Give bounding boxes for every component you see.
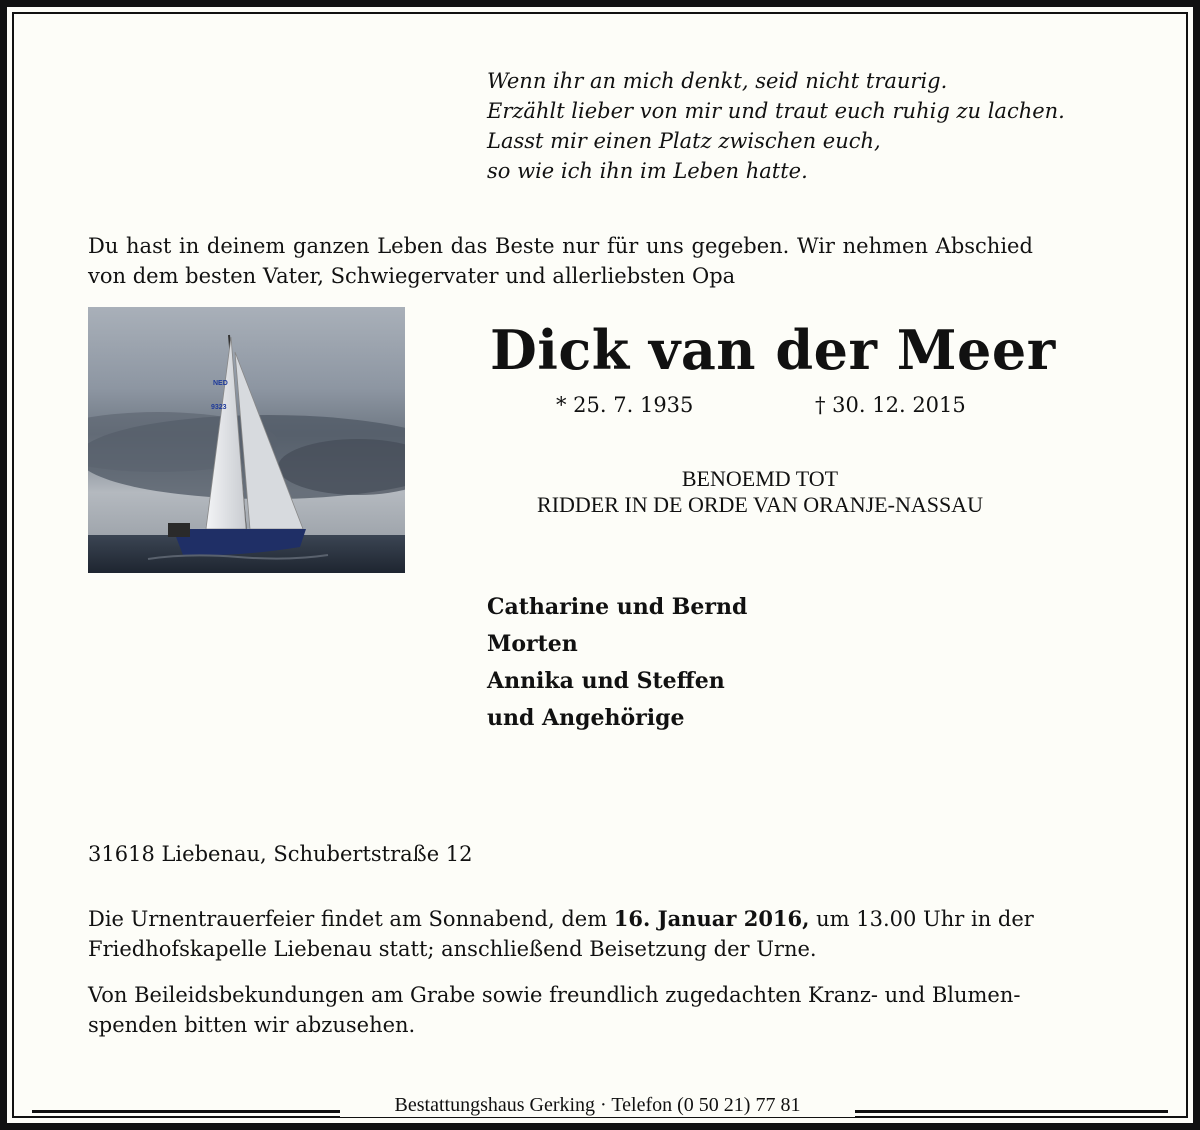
ceremony-paragraph [88, 904, 1118, 964]
sail-number: NED [213, 380, 228, 387]
intro-line: von dem besten Vater, Schwiegervater und allerliebsten Opa [88, 264, 736, 288]
poem [487, 66, 1065, 186]
ceremony-line [88, 904, 1118, 934]
poem-line: Lasst mir einen Platz zwischen euch, [487, 129, 881, 153]
honor-line: RIDDER IN DE ORDE VAN ORANJE-NASSAU [537, 492, 983, 517]
condolences-line: spenden bitten wir abzusehen. [88, 1013, 416, 1037]
ceremony-text: um 13.00 Uhr in der [809, 907, 1034, 931]
address: 31618 Liebenau, Schubertstraße 12 [88, 842, 473, 866]
poem-line: Wenn ihr an mich denkt, seid nicht traurig. [487, 69, 948, 93]
footer-rule [32, 1110, 342, 1113]
funeral-home-footer: Bestattungshaus Gerking · Telefon (0 50 21) 77 81 [340, 1094, 855, 1117]
honor-line: BENOEMD TOT [681, 466, 839, 491]
family-member: Morten [487, 631, 578, 657]
birth-date: * 25. 7. 1935 [556, 393, 694, 417]
sail-number: 9323 [211, 404, 227, 411]
condolences-line: Von Beileidsbekundungen am Grabe sowie freundlich zugedachten Kranz- und Blumen- [88, 983, 1021, 1007]
death-date: † 30. 12. 2015 [815, 393, 966, 417]
deceased-name: Dick van der Meer [490, 318, 1056, 382]
family-member: Catharine und Bernd [487, 594, 748, 620]
footer-rule [852, 1110, 1168, 1113]
intro-line: Du hast in deinem ganzen Leben das Beste nur für uns gegeben. Wir nehmen Abschied [88, 234, 1033, 258]
family-member: Annika und Steffen [487, 668, 725, 694]
poem-line: so wie ich ihn im Leben hatte. [487, 159, 808, 183]
ceremony-date: 16. Januar 2016, [613, 906, 810, 931]
sailboat-photo [88, 307, 405, 573]
cockpit [168, 523, 190, 537]
honor-text [470, 466, 1050, 518]
intro-text [88, 231, 1118, 291]
family-list [487, 589, 747, 737]
ceremony-text: Die Urnentrauerfeier findet am Sonnabend, dem [88, 907, 614, 931]
condolences-paragraph [88, 980, 1118, 1040]
poem-line: Erzählt lieber von mir und traut euch ruhig zu lachen. [487, 99, 1065, 123]
ceremony-line: Friedhofskapelle Liebenau statt; anschließend Beisetzung der Urne. [88, 937, 817, 961]
family-member: und Angehörige [487, 705, 685, 731]
